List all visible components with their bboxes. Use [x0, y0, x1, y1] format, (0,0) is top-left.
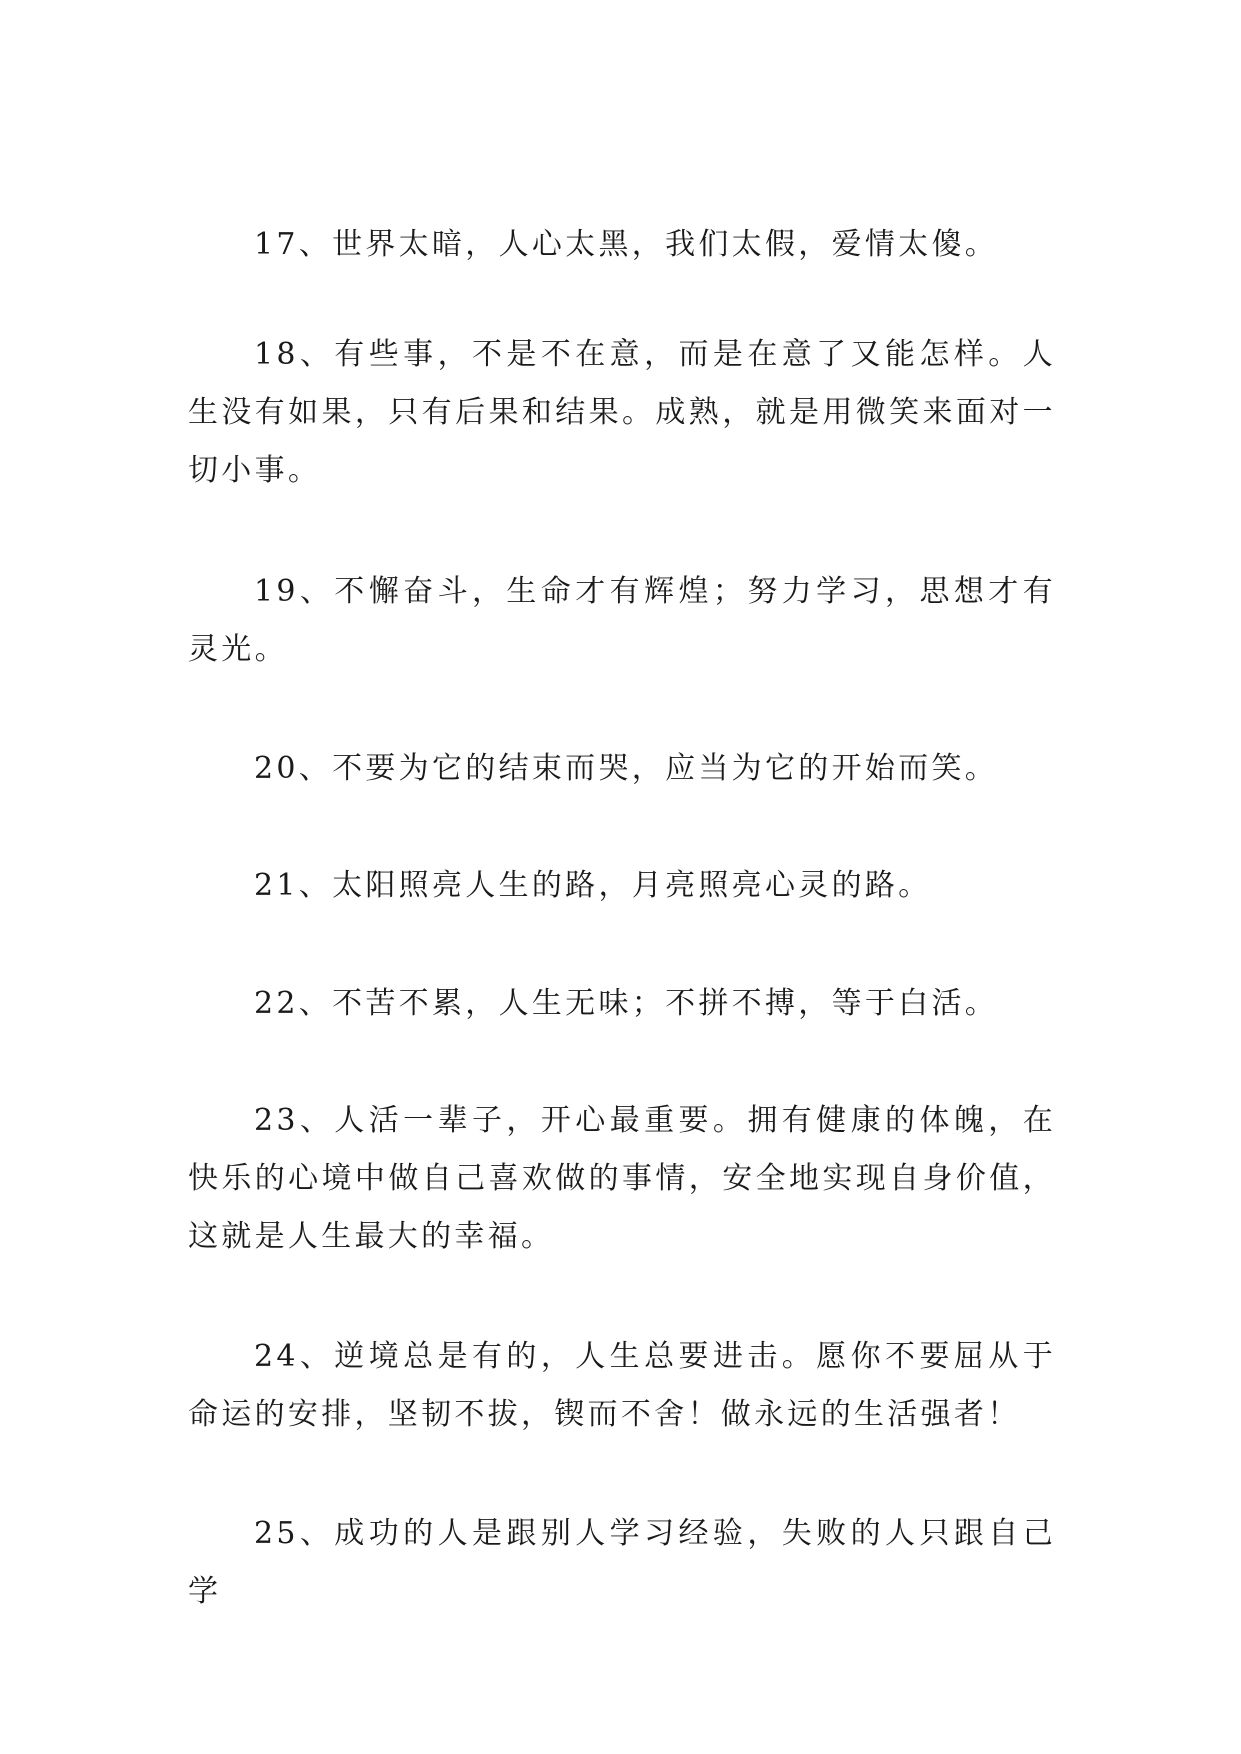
quote-20: 20、不要为它的结束而哭，应当为它的开始而笑。	[254, 751, 999, 786]
quote-24: 24、逆境总是有的，人生总要进击。愿你不要屈从于命运的安排，坚韧不拔，锲而不舍！做永远的生活强者！	[188, 1339, 1056, 1432]
quote-22: 22、不苦不累，人生无味；不拼不搏，等于白活。	[254, 986, 999, 1021]
quote-21: 21、太阳照亮人生的路，月亮照亮心灵的路。	[254, 868, 932, 903]
quote-23: 23、人活一辈子，开心最重要。拥有健康的体魄，在快乐的心境中做自己喜欢做的事情，安全地实现自身价值，这就是人生最大的幸福。	[188, 1103, 1056, 1254]
quote-19: 19、不懈奋斗，生命才有辉煌；努力学习，思想才有灵光。	[188, 574, 1056, 667]
quote-18: 18、有些事，不是不在意，而是在意了又能怎样。人生没有如果，只有后果和结果。成熟，就是用微笑来面对一切小事。	[188, 337, 1056, 488]
quote-25: 25、成功的人是跟别人学习经验，失败的人只跟自己学	[188, 1516, 1056, 1609]
quote-17: 17、世界太暗，人心太黑，我们太假，爱情太傻。	[254, 227, 999, 262]
